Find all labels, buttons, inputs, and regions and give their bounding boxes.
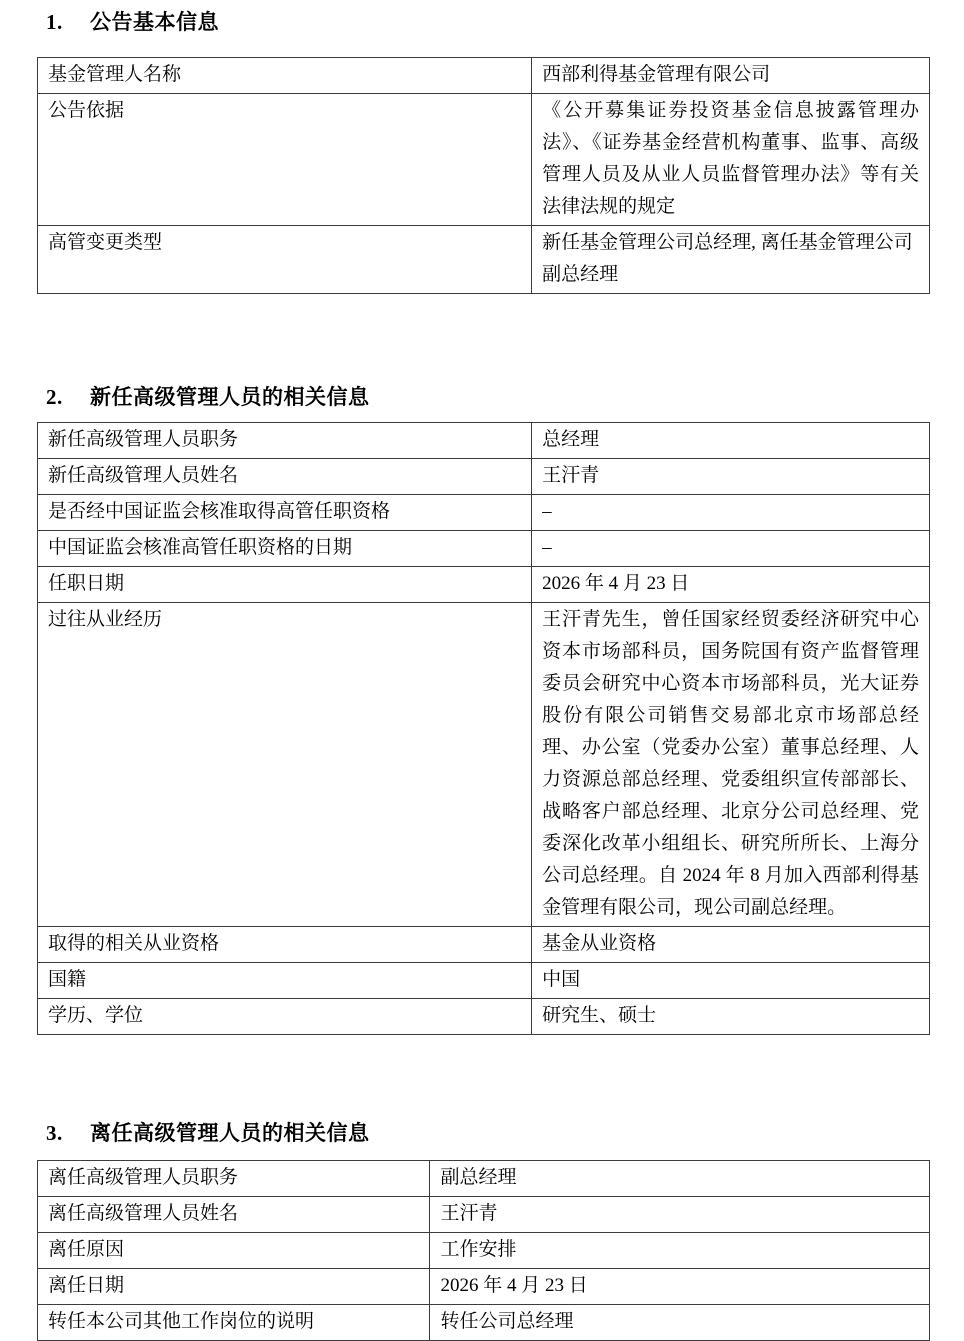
field-label: 任职日期 xyxy=(38,567,532,603)
field-label: 新任高级管理人员职务 xyxy=(38,423,532,459)
table-row xyxy=(38,567,930,603)
field-value: 王汗青先生，曾任国家经贸委经济研究中心资本市场部科员，国务院国有资产监督管理委员会研究中心资本市场部科员，光大证券股份有限公司销售交易部北京市场部总经理、办公室（党委办公室）董事总经理、人力资源总部总经理、党委组织宣传部部长、战略客户部总经理、北京分公司总经理、党委深化改革小组组长、研究所所长、上海分公司总经理。自 2024 年 8 月加入西部利得基金管理有限公司，现公司副总经理。 xyxy=(532,603,930,927)
table-row xyxy=(38,999,930,1035)
section-title: 离任高级管理人员的相关信息 xyxy=(90,1121,370,1145)
field-value: 《公开募集证券投资基金信息披露管理办法》、《证券基金经营机构董事、监事、高级管理人员及从业人员监督管理办法》等有关法律法规的规定 xyxy=(532,94,930,226)
field-label: 离任日期 xyxy=(38,1269,430,1305)
field-value: 副总经理 xyxy=(430,1161,930,1197)
field-value: – xyxy=(532,531,930,567)
field-value: 王汗青 xyxy=(532,459,930,495)
field-label: 取得的相关从业资格 xyxy=(38,927,532,963)
section-number: 1. xyxy=(46,10,63,34)
table-row xyxy=(38,459,930,495)
field-value: 转任公司总经理 xyxy=(430,1305,930,1341)
field-label: 国籍 xyxy=(38,963,532,999)
field-label: 学历、学位 xyxy=(38,999,532,1035)
section-title: 新任高级管理人员的相关信息 xyxy=(90,385,370,409)
section-heading xyxy=(37,6,930,36)
section-announcement-basic-info xyxy=(37,6,930,294)
field-label: 基金管理人名称 xyxy=(38,58,532,94)
field-value: 2026 年 4 月 23 日 xyxy=(430,1269,930,1305)
field-value: 总经理 xyxy=(532,423,930,459)
field-label: 新任高级管理人员姓名 xyxy=(38,459,532,495)
field-value: 研究生、硕士 xyxy=(532,999,930,1035)
field-value: 中国 xyxy=(532,963,930,999)
table-row xyxy=(38,58,930,94)
section-heading xyxy=(37,381,930,411)
section-departing-executive-info xyxy=(37,1117,930,1341)
field-value: 工作安排 xyxy=(430,1233,930,1269)
table-row xyxy=(38,603,930,927)
field-label: 离任高级管理人员职务 xyxy=(38,1161,430,1197)
field-label: 高管变更类型 xyxy=(38,226,532,294)
table-row xyxy=(38,1305,930,1341)
section-title: 公告基本信息 xyxy=(90,10,219,34)
field-value: – xyxy=(532,495,930,531)
table-row xyxy=(38,495,930,531)
field-label: 离任高级管理人员姓名 xyxy=(38,1197,430,1233)
field-value: 基金从业资格 xyxy=(532,927,930,963)
table-row xyxy=(38,927,930,963)
section-number: 2. xyxy=(46,385,63,409)
section-number: 3. xyxy=(46,1121,63,1145)
field-label: 是否经中国证监会核准取得高管任职资格 xyxy=(38,495,532,531)
table-row xyxy=(38,1233,930,1269)
table-row xyxy=(38,963,930,999)
section-new-executive-info xyxy=(37,381,930,1035)
field-value: 2026 年 4 月 23 日 xyxy=(532,567,930,603)
field-value: 新任基金管理公司总经理, 离任基金管理公司副总经理 xyxy=(532,226,930,294)
table-row xyxy=(38,423,930,459)
basic-info-table xyxy=(37,57,930,294)
departing-executive-table xyxy=(37,1160,930,1341)
table-row xyxy=(38,1197,930,1233)
announcement-document xyxy=(37,0,930,1341)
field-label: 过往从业经历 xyxy=(38,603,532,927)
table-row xyxy=(38,1269,930,1305)
field-label: 离任原因 xyxy=(38,1233,430,1269)
field-label: 转任本公司其他工作岗位的说明 xyxy=(38,1305,430,1341)
field-label: 中国证监会核准高管任职资格的日期 xyxy=(38,531,532,567)
table-row xyxy=(38,531,930,567)
table-row xyxy=(38,94,930,226)
table-row xyxy=(38,226,930,294)
field-value: 王汗青 xyxy=(430,1197,930,1233)
field-value: 西部利得基金管理有限公司 xyxy=(532,58,930,94)
section-heading xyxy=(37,1117,930,1147)
table-row xyxy=(38,1161,930,1197)
new-executive-table xyxy=(37,422,930,1035)
field-label: 公告依据 xyxy=(38,94,532,226)
